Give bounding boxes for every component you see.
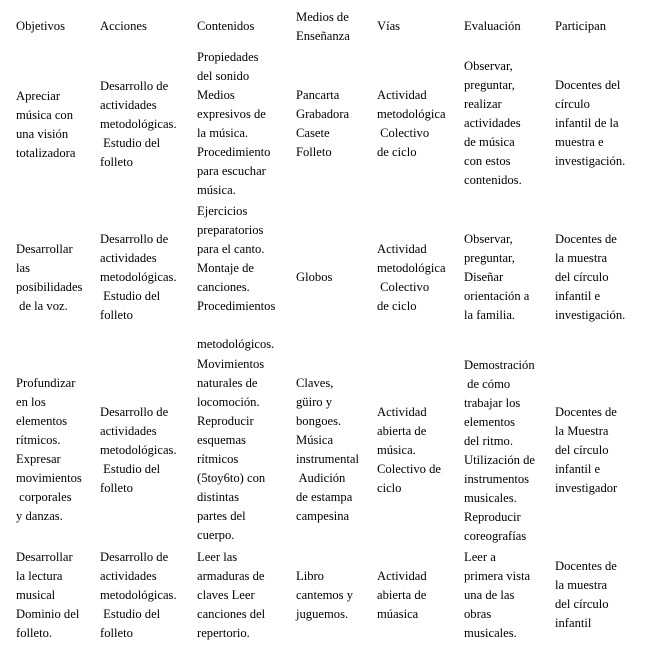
row3-contenidos: Movimientos naturales de locomoción. Reproducir esquemas rítmicos (5toy6to) con distintas partes del cuerpo. <box>197 357 266 542</box>
row3-evaluacion: Demostración de cómo trabajar los elementos del ritmo. Utilización de instrumentos musicales. Reproducir coreografías <box>464 358 535 543</box>
row3-objetivos: Profundizar en los elementos rítmicos. Expresar movimientos corporales y danzas. <box>16 376 82 523</box>
row4-medios: Libro cantemos y juguemos. <box>296 569 354 621</box>
header-evaluacion: Evaluación <box>464 19 521 33</box>
header-contenidos: Contenidos <box>197 19 255 33</box>
row3-vias: Actividad abierta de música. Colectivo de ciclo <box>377 405 442 495</box>
row4-objetivos: Desarrollar la lectura musical Dominio del folleto. <box>16 550 80 640</box>
row2-objetivos: Desarrollar las posibilidades de la voz. <box>16 242 83 313</box>
row1-participan: Docentes del círculo infantil de la muestra e investigación. <box>555 78 626 168</box>
row4-contenidos: Leer las armaduras de claves Leer canciones del repertorio. <box>197 550 266 640</box>
row4-participan: Docentes de la muestra del círculo infantil <box>555 559 617 630</box>
row3-acciones: Desarrollo de actividades metodológicas. Estudio del folleto <box>100 405 177 495</box>
row1-evaluacion: Observar, preguntar, realizar actividades de música con estos contenidos. <box>464 59 522 187</box>
row2-participan: Docentes de la muestra del círculo infantil e investigación. <box>555 232 626 322</box>
header-vias: Vías <box>377 19 401 33</box>
header-participan: Participan <box>555 19 607 33</box>
row2-medios: Globos <box>296 270 333 284</box>
row2-vias: Actividad metodológica Colectivo de ciclo <box>377 242 446 313</box>
row2-evaluacion: Observar, preguntar, Diseñar orientación a la familia. <box>464 232 530 322</box>
row4-evaluacion: Leer a primera vista una de las obras musicales. <box>464 550 531 640</box>
row3-participan: Docentes de la Muestra del círculo infantil e investigador <box>555 405 618 495</box>
row1-vias: Actividad metodológica Colectivo de ciclo <box>377 88 446 159</box>
header-acciones: Acciones <box>100 19 147 33</box>
row1-acciones: Desarrollo de actividades metodológicas. Estudio del folleto <box>100 79 177 169</box>
row2-acciones: Desarrollo de actividades metodológicas. Estudio del folleto <box>100 232 177 322</box>
header-objetivos: Objetivos <box>16 19 65 33</box>
row4-vias: Actividad abierta de múasica <box>377 569 427 621</box>
header-medios: Medios de Enseñanza <box>296 10 350 43</box>
row1-objetivos: Apreciar música con una visión totalizadora <box>16 89 76 160</box>
row1-contenidos: Propiedades del sonido Medios expresivos de la música. Procedimiento para escuchar música. <box>197 50 271 197</box>
row3-medios: Claves, güiro y bongoes. Música instrumental Audición de estampa campesina <box>296 376 359 523</box>
row2-contenidos: Ejercicios preparatorios para el canto. Montaje de canciones. Procedimientos metodológicos. <box>197 204 276 351</box>
row4-acciones: Desarrollo de actividades metodológicas. Estudio del folleto <box>100 550 177 640</box>
row1-medios: Pancarta Grabadora Casete Folleto <box>296 88 350 159</box>
